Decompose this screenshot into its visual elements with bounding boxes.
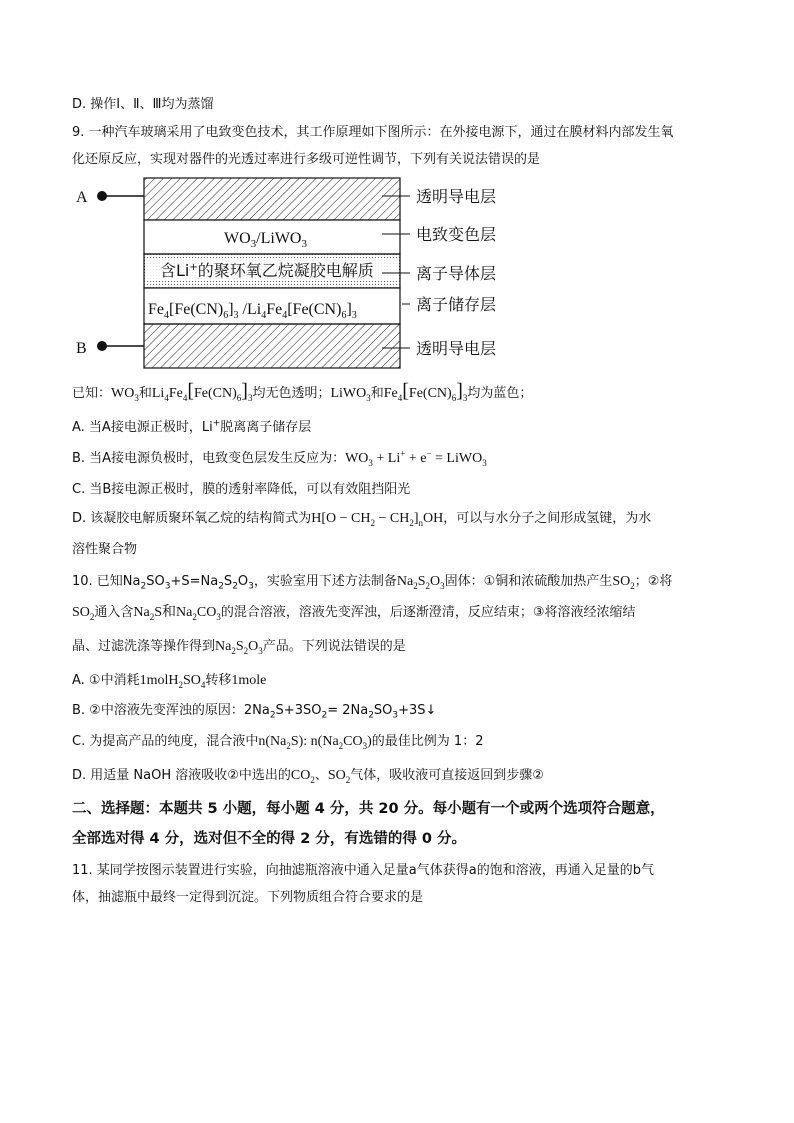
q8-option-d: D. 操作Ⅰ、Ⅱ、Ⅲ均为蒸馏 xyxy=(72,97,214,112)
section2-heading-line2: 全部选对得 4 分，选对但不全的得 2 分，有选错的得 0 分。 xyxy=(72,831,467,847)
terminal-b-label: B xyxy=(76,340,87,357)
q9-option-c: C. 当B接电源正极时，膜的透射率降低，可以有效阻挡阳光 xyxy=(72,482,411,497)
label-electrochromic: 电致变色层 xyxy=(416,225,497,244)
q10-option-d: D. 用适量 NaOH 溶液吸收②中选出的$CO_2$、$SO_2$气体，吸收液可直接返回到步骤② xyxy=(72,768,544,785)
q9-stem-line2: 化还原反应，实现对器件的光透过率进行多级可逆性调节，下列有关说法错误的是 xyxy=(72,152,541,167)
q9-stem-line1: 9. 一种汽车玻璃采用了电致变色技术，其工作原理如下图所示：在外接电源下，通过在膜材料内部发生氧 xyxy=(72,125,674,140)
q9-option-b: B. 当A接电源负极时，电致变色层发生反应为：$WO_3 + Li^+ + e^-$ = LiWO$_3$ xyxy=(72,448,487,468)
electrochromic-diagram xyxy=(72,176,532,376)
wo3-layer-text: $WO_3/LiWO_3$ xyxy=(224,230,307,250)
storage-layer-text: $Fe_4[Fe(CN)_6]_3$ $/Li_4Fe_4[Fe(CN)_6]_3$ xyxy=(148,301,357,321)
q9-option-d: D. 该凝胶电解质聚环氧乙烷的结构简式为$H[O - CH_2 - CH_2]_nOH$，可以与水分子之间形成氢键，为水 xyxy=(72,511,652,528)
q9-option-a: A. 当A接电源正极时，Li+脱离离子储存层 xyxy=(72,418,312,435)
q10-option-b: B. ②中溶液先变浑浊的原因：$2Na_2S+3SO_2=$ $2Na_2SO_3+3S↓$ xyxy=(72,703,437,721)
q10-option-c: C. 为提高产品的纯度，混合液中$n(Na_2S)$: $n(Na_2CO_3)$的最佳比例为 1：2 xyxy=(72,734,484,751)
label-bottom-conductive: 透明导电层 xyxy=(416,339,497,358)
q10-stem-line2: $SO_2$通入含$Na_2S$和$Na_2CO_3$的混合溶液，溶液先变浑浊，后逐渐澄清，反应结束；③将溶液经浓缩结 xyxy=(72,605,636,622)
q11-stem-line2: 体，抽滤瓶中最终一定得到沉淀。下列物质组合符合要求的是 xyxy=(72,890,424,905)
terminal-a-label: A xyxy=(76,189,88,206)
q10-stem-line3: 晶、过滤洗涤等操作得到$Na_2S_2O_3$产品。下列说法错误的是 xyxy=(72,639,406,656)
layer-bottom-conductive xyxy=(144,324,400,368)
label-top-conductive: 透明导电层 xyxy=(416,187,497,206)
q9-known: 已知：$WO_3$和$Li_4Fe_4[Fe(CN)_6]_3$均无色透明；LiWO$_3$和$Fe_4[Fe(CN)_6]_3$均为蓝色； xyxy=(72,380,533,403)
q9-option-d-line2: 溶性聚合物 xyxy=(72,542,138,557)
section2-heading-line1: 二、选择题：本题共 5 小题，每小题 4 分，共 20 分。每小题有一个或两个选项符合题意， xyxy=(72,801,665,817)
label-ion-storage: 离子储存层 xyxy=(416,295,497,314)
label-ion-conductor: 离子导体层 xyxy=(416,264,497,283)
q10-stem-line1: 10. 已知$Na_2SO_3+S=Na_2S_2O_3$，实验室用下述方法制备$Na_2S_2O_3$固体：①铜和浓硫酸加热产生$SO_2$；②将 xyxy=(72,574,673,592)
layer-top-conductive xyxy=(144,178,400,220)
q10-option-a: A. ①中消耗$1molH_2SO_4$转移1mole xyxy=(72,673,267,690)
q11-stem-line1: 11. 某同学按图示装置进行实验，向抽滤瓶溶液中通入足量a气体获得a的饱和溶液，再通入足量的b气 xyxy=(72,863,654,878)
electrolyte-layer-text: 含Li+的聚环氧乙烷凝胶电解质 xyxy=(160,261,374,280)
